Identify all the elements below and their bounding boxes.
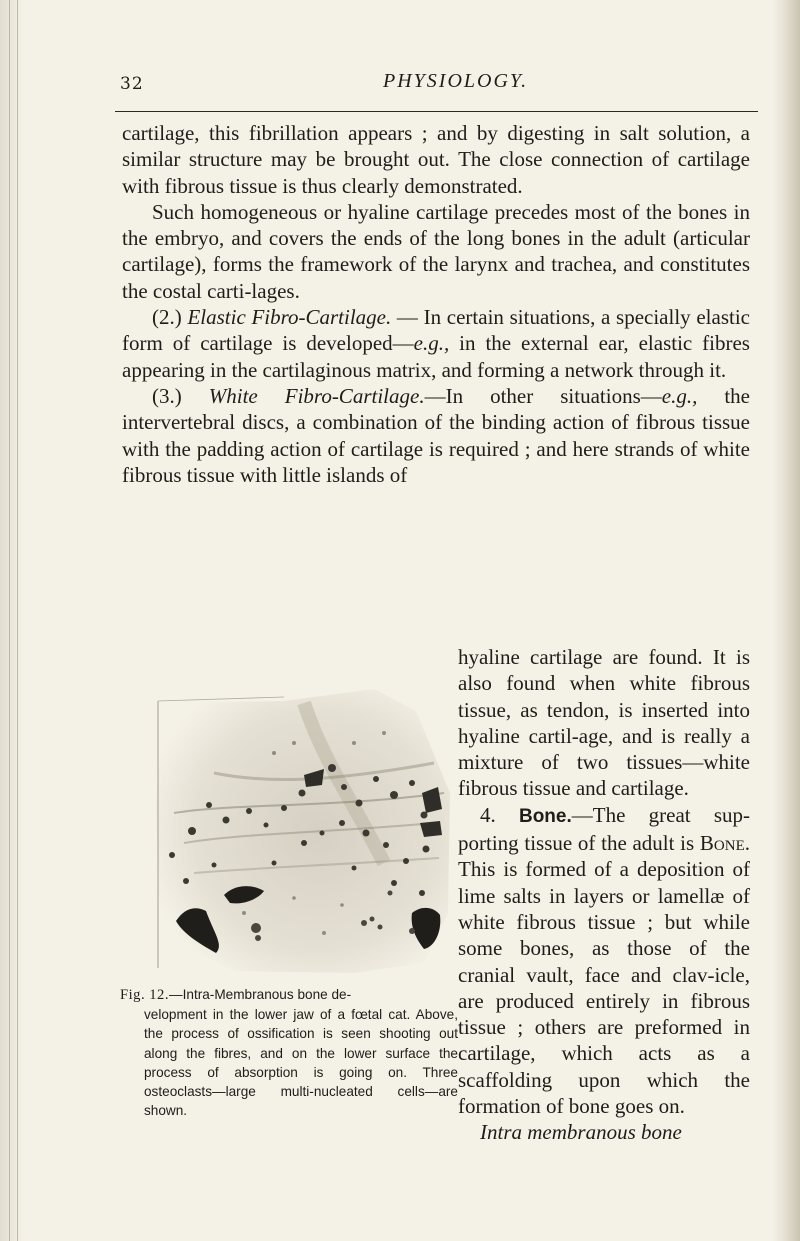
section-number: (2.): [152, 305, 182, 330]
main-text: [122, 120, 750, 488]
paragraph-white-text-b: the intervertebral discs, a combination of the binding action of fibrous tissue with the padding action of cartilage is required ; and here strands of white fibrous tissue with little islands of: [122, 383, 750, 487]
caption-first-line: —Intra-Membranous bone de-: [169, 987, 352, 1002]
section-number: 4.: [480, 802, 496, 827]
figure-label: Fig. 12.: [120, 987, 170, 1003]
paragraph-hyaline-islands: hyaline cartilage are found. It is also found when white fibrous tissue, as tendon, is inserted into hyaline cartil-age, and is really a mixture of two tissues—white fibrous tissue and cartilage.: [458, 645, 750, 801]
paragraph-intramembranous: Intra membranous bone: [480, 1120, 682, 1145]
paragraph-elastic-text-b: in the external ear, elastic fibres appearing in the cartilaginous matrix, and forming a network through it.: [122, 331, 750, 382]
paragraph-elastic-text-a: — In certain situations, a specially elastic form of cartilage is developed—: [122, 305, 750, 356]
paragraph-bone-text-b: This is formed of a deposition of lime salts in layers or lamellæ of white fibrous tissue ; but while some bones, as those of the cranial vault, face and clav-icle, are produced entirely in fibrous tissue ; others are preformed in cartilage, which acts as a scaffolding upon which the formation of bone goes on.: [458, 857, 750, 1119]
running-header: [120, 70, 760, 100]
micrograph-illustration: [154, 683, 454, 978]
running-title: PHYSIOLOGY.: [383, 70, 529, 92]
eg-abbrev: e.g.,: [661, 383, 698, 408]
paragraph-white-text-a: —In other situations—: [424, 383, 662, 408]
paragraph-bone: [458, 802, 750, 1120]
eg-abbrev: e.g.,: [413, 331, 450, 356]
paragraph-continuation: cartilage, this fibrillation appears ; and by digesting in salt solution, a similar structure may be brought out. The close connection of cartilage with fibrous tissue is thus clearly demonstrated.: [122, 121, 750, 198]
figure-caption: [120, 985, 458, 1120]
caption-body: velopment in the lower jaw of a fœtal cat. Above, the process of ossification is seen shooting out along the fibres, and on the lower surface the process of absorption is going on. Three osteoclasts—large multi-nucleated cells—are shown.: [144, 1007, 458, 1119]
section-heading-bone: Bone.: [518, 805, 572, 827]
paragraph-elastic: [122, 304, 750, 383]
page-binding-edge: [0, 0, 24, 1241]
paragraph-white-fibro: [122, 383, 750, 488]
header-rule: [115, 111, 758, 112]
page-fore-edge: [772, 0, 800, 1241]
paragraph-hyaline: Such homogeneous or hyaline cartilage precedes most of the bones in the embryo, and covers the ends of the long bones in the adult (articular cartilage), forms the framework of the larynx and trachea, and constitutes the costal carti-lages.: [122, 199, 750, 303]
section-number: (3.): [152, 383, 182, 408]
bone-term: Bone.: [699, 831, 750, 856]
section-heading-elastic: Elastic Fibro-Cartilage.: [187, 305, 392, 330]
figure-12: [120, 683, 450, 980]
page-number: 32: [120, 74, 144, 94]
side-column-text: [458, 644, 750, 1146]
paragraph-bone-text-a: —The great sup-porting tissue of the adult is: [458, 802, 750, 856]
section-heading-white: White Fibro-Cartilage.: [208, 383, 425, 408]
